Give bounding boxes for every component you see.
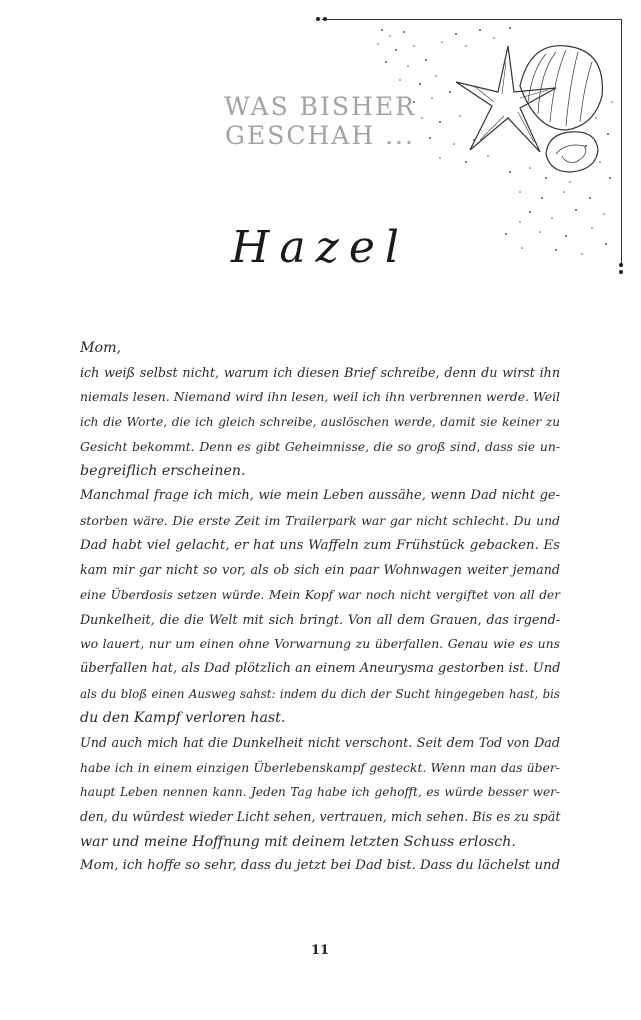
chapter-heading	[200, 92, 440, 150]
letter-line: haupt Leben nennen kann. Jeden Tag habe ich gehofft, es würde besser wer-	[80, 785, 560, 800]
letter-line: Und auch mich hat die Dunkelheit nicht verschont. Seit dem Tod von Dad	[80, 735, 560, 750]
narrator-name: Hazel	[231, 222, 409, 273]
letter-line: wo lauert, nur um einen ohne Vorwarnung zu überfallen. Genau wie es uns	[80, 636, 560, 652]
letter-line: war und meine Hoffnung mit deinem letzten Schuss erlosch.	[80, 833, 516, 850]
letter-body	[80, 336, 560, 879]
letter-line: Manchmal frage ich mich, wie mein Leben aussähe, wenn Dad nicht ge-	[80, 488, 560, 504]
letter-line: eine Überdosis setzen würde. Mein Kopf war noch nicht vergiftet von all der	[80, 587, 560, 602]
letter-line: Dad habt viel gelacht, er hat uns Waffeln zum Frühstück gebacken. Es	[80, 537, 560, 553]
letter-line: ich weiß selbst nicht, warum ich diesen Brief schreibe, denn du wirst ihn	[80, 364, 560, 380]
letter-line: habe ich in einem einzigen Überlebenskampf gesteckt. Wenn man das über-	[80, 759, 560, 775]
letter-line: begreiflich erscheinen.	[80, 463, 246, 480]
frame-dot	[619, 263, 623, 267]
frame-dot	[316, 17, 320, 21]
letter-line: den, du würdest wieder Licht sehen, vertrauen, mich sehen. Bis es zu spät	[80, 809, 561, 825]
letter-line: Gesicht bekommt. Denn es gibt Geheimnisse, die so groß sind, dass sie un-	[80, 438, 560, 454]
letter-line: storben wäre. Die erste Zeit im Trailerpark war gar nicht schlecht. Du und	[80, 512, 560, 528]
letter-line: du den Kampf verloren hast.	[80, 710, 286, 727]
letter-line: als du bloß einen Ausweg sahst: indem du dich der Sucht hingegeben hast, bis	[80, 686, 560, 701]
frame-line-top	[322, 19, 622, 20]
page-number: 11	[310, 943, 330, 958]
letter-line: Dunkelheit, die die Welt mit sich bringt. Von all dem Grauen, das irgend-	[80, 611, 560, 627]
letter-line: Mom,	[80, 340, 122, 356]
chapter-heading-line-2: GESCHAH ...	[225, 121, 415, 150]
letter-line: kam mir gar nicht so vor, als ob sich ein paar Wohnwagen weiter jemand	[80, 562, 560, 578]
letter-line: ich die Worte, die ich gleich schreibe, auslöschen werde, damit sie keiner zu	[80, 415, 560, 430]
chapter-heading-line-1: WAS BISHER	[224, 92, 416, 121]
frame-dot	[323, 17, 327, 21]
frame-line-right	[621, 19, 622, 267]
letter-line: niemals lesen. Niemand wird ihn lesen, weil ich ihn verbrennen werde. Weil	[80, 389, 560, 405]
letter-line: Mom, ich hoffe so sehr, dass du jetzt bei Dad bist. Dass du lächelst und	[80, 858, 561, 874]
letter-line: überfallen hat, als Dad plötzlich an einem Aneurysma gestorben ist. Und	[80, 660, 561, 676]
frame-dot	[619, 270, 623, 274]
